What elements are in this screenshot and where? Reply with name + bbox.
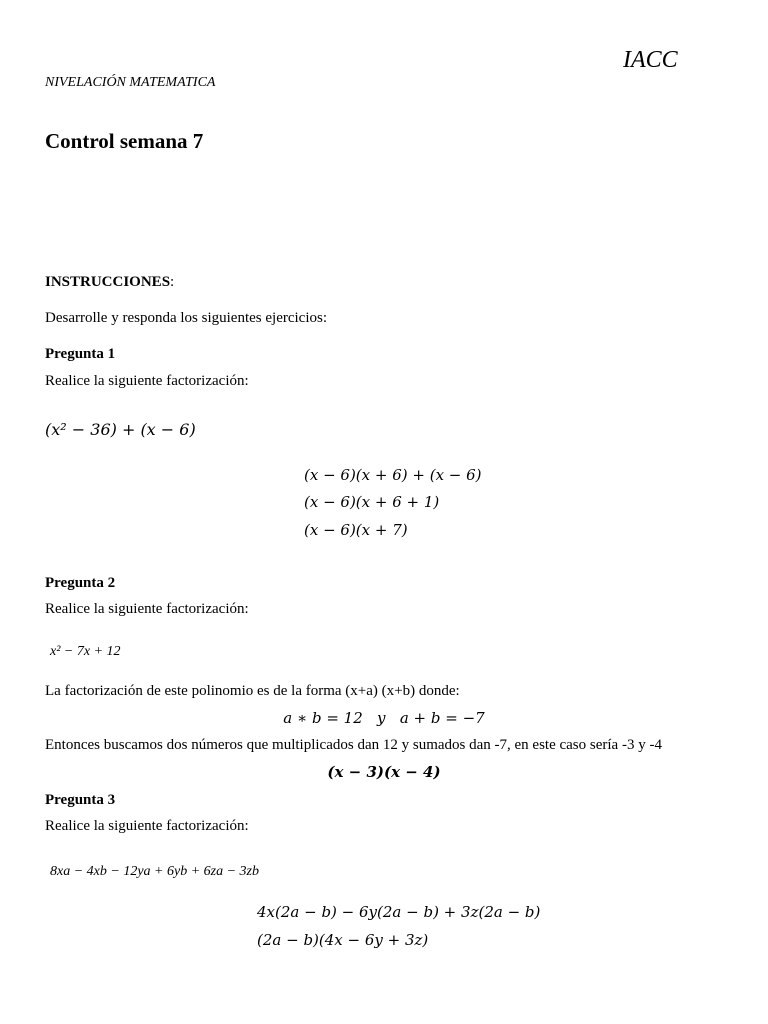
question-3-step-1: 4x(2a − b) − 6y(2a − b) + 3z(2a − b) (257, 903, 541, 921)
question-1-heading: Pregunta 1 (45, 346, 116, 362)
instructions-text: Desarrolle y responda los siguientes ejercicios: (45, 310, 327, 326)
instructions-label: INSTRUCCIONES (45, 274, 171, 290)
iacc-logo: IACC (623, 47, 678, 73)
question-1-step-3: (x − 6)(x + 7) (304, 521, 408, 539)
question-3-heading: Pregunta 3 (45, 792, 116, 808)
subject-label: NIVELACIÓN MATEMATICA (45, 75, 216, 90)
question-2-prompt: Realice la siguiente factorización: (45, 601, 249, 617)
question-2-expression: x² − 7x + 12 (50, 644, 121, 659)
question-1-expression: (x² − 36) + (x − 6) (45, 420, 196, 439)
question-1-step-1: (x − 6)(x + 6) + (x − 6) (304, 466, 482, 484)
question-1-prompt: Realice la siguiente factorización: (45, 373, 249, 389)
question-2-reasoning: Entonces buscamos dos números que multiplicados dan 12 y sumados dan -7, en este caso sería -3 y -4 (45, 737, 662, 753)
question-3-expression: 8xa − 4xb − 12ya + 6yb + 6za − 3zb (50, 864, 259, 879)
question-2-condition: a ∗ b = 12 y a + b = −7 (283, 709, 485, 727)
question-2-explanation: La factorización de este polinomio es de la forma (x+a) (x+b) donde: (45, 683, 460, 699)
instructions-heading (45, 274, 174, 291)
instructions-colon: : (170, 274, 175, 290)
question-2-result: (x − 3)(x − 4) (327, 763, 441, 781)
question-3-prompt: Realice la siguiente factorización: (45, 818, 249, 834)
question-3-step-2: (2a − b)(4x − 6y + 3z) (257, 931, 429, 949)
page-title: Control semana 7 (45, 129, 204, 153)
question-1-step-2: (x − 6)(x + 6 + 1) (304, 493, 440, 511)
question-2-heading: Pregunta 2 (45, 575, 116, 591)
